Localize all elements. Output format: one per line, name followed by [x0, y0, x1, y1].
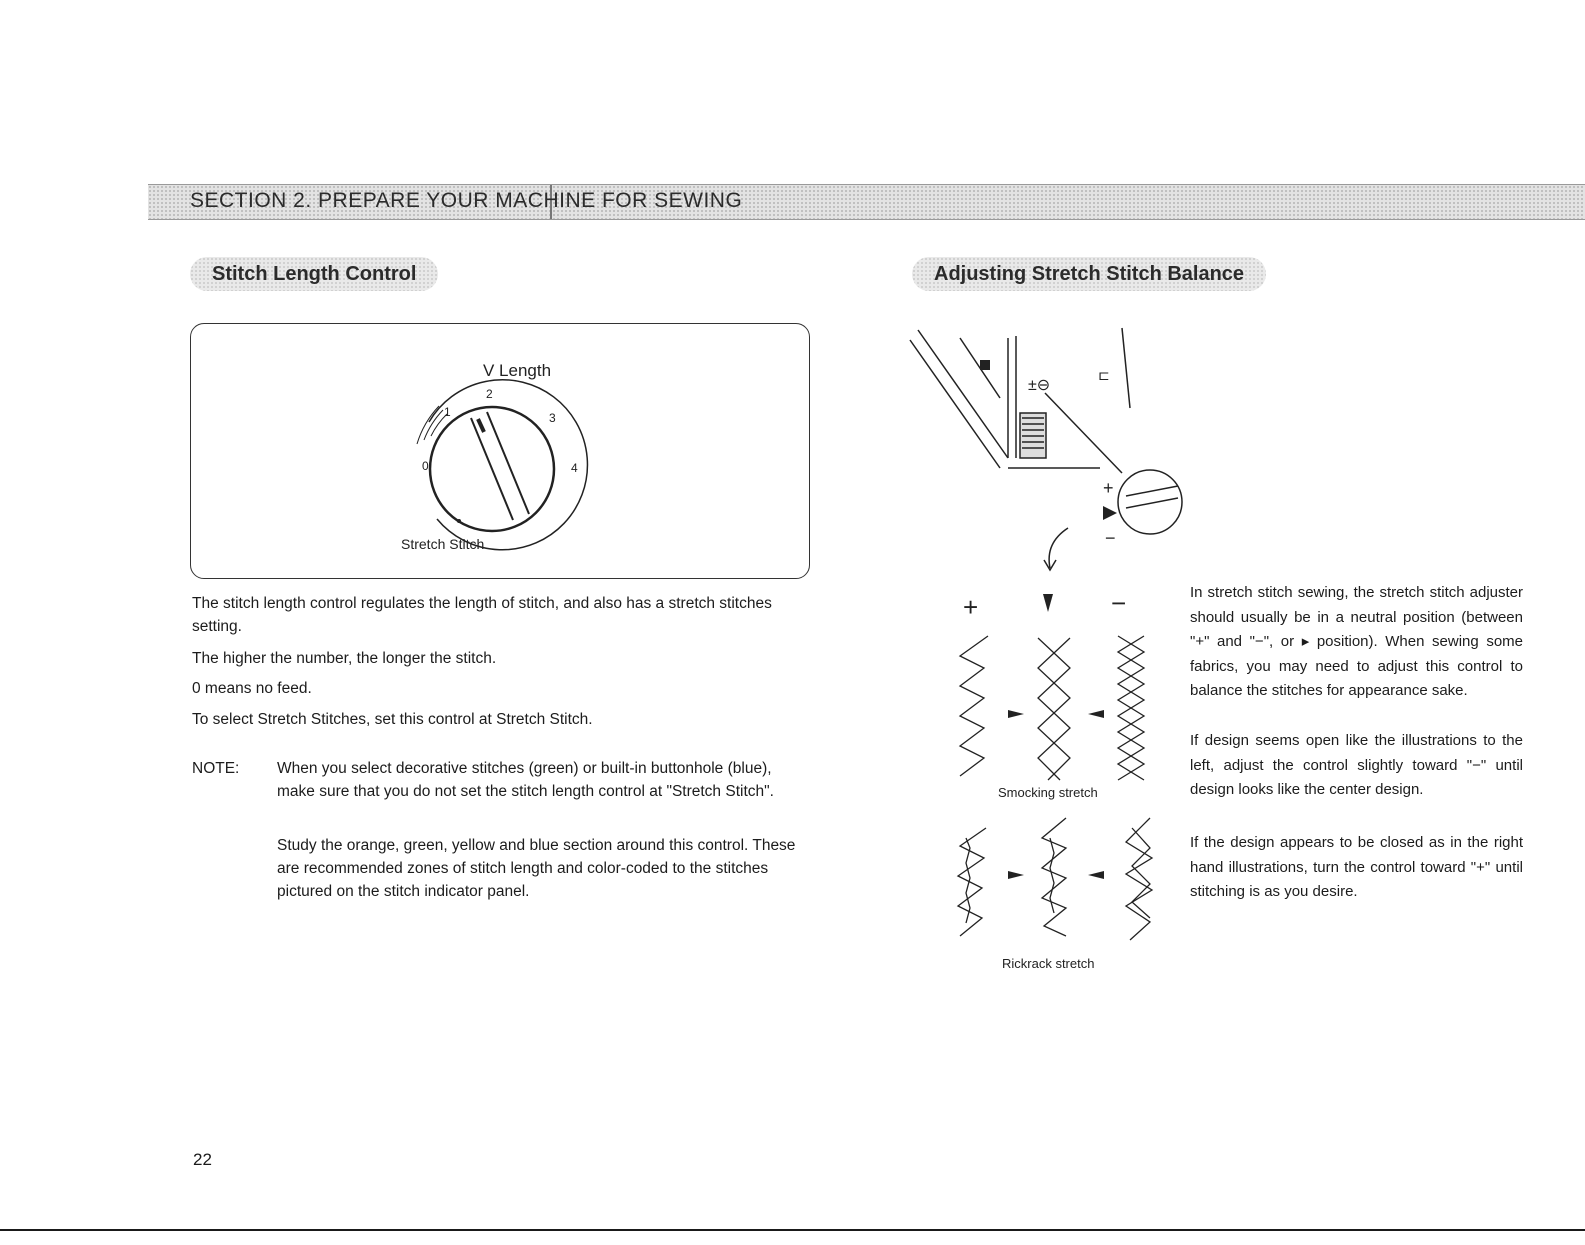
arrow-left-icon-2: [1088, 871, 1104, 879]
smocking-stretch-label: Smocking stretch: [998, 785, 1098, 800]
page-number: 22: [193, 1150, 212, 1169]
arrow-right-icon: [1008, 710, 1024, 718]
column-minus: −: [1111, 588, 1127, 618]
paragraph-design-open: If design seems open like the illustrations to the left, adjust the control slightly toward "−" until design looks like the center design.: [1190, 732, 1523, 798]
paragraph-stitch-length: The stitch length control regulates the length of stitch, and also has a stretch stitches setting.: [192, 595, 772, 635]
dial-top-label: V Length: [483, 361, 552, 380]
rickrack-stretch-label: Rickrack stretch: [1002, 956, 1095, 971]
note-decorative-stitches: When you select decorative stitches (green) or built-in buttonhole (blue), make sure that you do not set the stitch length control at "Stretch Stitch".: [277, 760, 774, 800]
paragraph-no-feed: 0 means no feed.: [192, 680, 312, 697]
smocking-stitch-samples: [960, 636, 1144, 780]
stitch-length-dial-figure: [190, 323, 810, 579]
stretch-balance-figure: [900, 318, 1190, 978]
section-title: SECTION 2. PREPARE YOUR MACHINE FOR SEWING: [190, 189, 743, 212]
rickrack-stitch-samples: [958, 818, 1152, 940]
stitch-length-heading: Stitch Length Control: [190, 257, 438, 291]
arrow-left-icon: [1088, 710, 1104, 718]
paragraph-select-stretch: To select Stretch Stitches, set this control at Stretch Stitch.: [192, 711, 593, 728]
machine-lamp-icon: ⊏: [1098, 367, 1110, 383]
dial-mark-3: 3: [549, 411, 556, 425]
machine-button-icon: [980, 360, 990, 370]
paragraph-higher-number: The higher the number, the longer the stitch.: [192, 650, 497, 667]
column-plus: +: [963, 592, 979, 622]
machine-body-illustration: [910, 328, 1182, 570]
dial-mark-4: 4: [571, 461, 578, 475]
machine-symbol-icon: ±⊖: [1028, 377, 1051, 394]
dial-mark-1: 1: [444, 405, 451, 419]
note-label: NOTE:: [192, 760, 240, 777]
arrow-right-icon-2: [1008, 871, 1024, 879]
paragraph-design-closed: If the design appears to be closed as in the right hand illustrations, turn the control toward "+" until stitching is as you desire.: [1190, 834, 1523, 900]
dial-illustration: [191, 324, 811, 580]
note-color-zones: Study the orange, green, yellow and blue section around this control. These are recommended zones of stitch length and color-coded to the stitches pictured on the stitch indicator panel.: [277, 837, 796, 900]
stretch-stitch-dot: [457, 519, 461, 523]
adjuster-neutral-mark: [1103, 506, 1117, 520]
section-band: [148, 184, 1585, 220]
adjuster-minus: −: [1105, 528, 1116, 548]
dial-mark-0: 0: [422, 459, 429, 473]
stretch-balance-heading: Adjusting Stretch Stitch Balance: [912, 257, 1266, 291]
bottom-rule: [0, 1229, 1585, 1231]
adjuster-plus: +: [1103, 478, 1114, 498]
column-neutral-mark: [1043, 594, 1053, 612]
paragraph-neutral-position: In stretch stitch sewing, the stretch stitch adjuster should usually be in a neutral position (between "+" and "−", or ▸ position). When sewing some fabrics, you may need to adjust this control to balance the stitches for appearance sake.: [1190, 584, 1523, 699]
dial-mark-2: 2: [486, 387, 493, 401]
dial-bottom-label: Stretch Stitch: [401, 536, 485, 552]
